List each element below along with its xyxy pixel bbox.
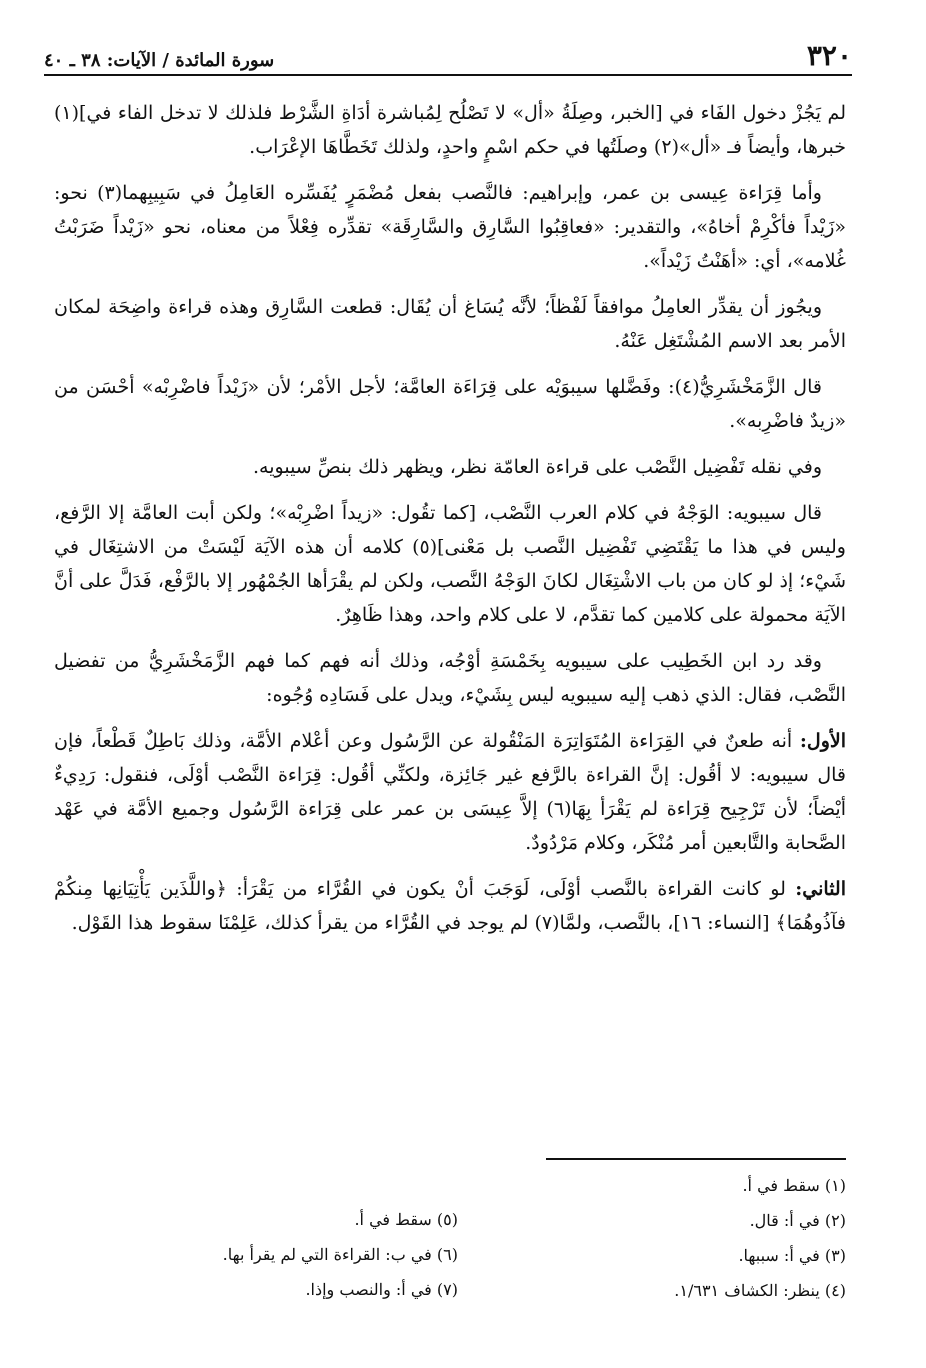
paragraph-text: قال الزَّمَخْشَرِيُّ(٤): وفَضَّلها سيبوَيْه على قِرَاءَة العامَّة؛ لأجل الأمْر؛ لأن «زَيْداً فاضْرِبْه» أحْسَن من «زيدٌ فاضْرِبه». [54,376,846,432]
page-number: ٣٢٠ [806,39,852,72]
paragraph [54,450,846,484]
paragraph [54,496,846,632]
footnotes-column-left [70,1202,458,1307]
footnote: (٤) ينظر: الكشاف ١/٦٣١. [674,1281,846,1300]
footnote: (٧) في أ: والنصب وإذا. [305,1280,458,1299]
paragraph [54,872,846,940]
paragraph [54,724,846,860]
paragraph-text: لو كانت القراءة بالنَّصب أوْلَى، لَوَجَبَ أنْ يكون في القُرَّاء من يَقْرَأ: ﴿واللَّذَين يَأْتِيَانِها مِنكُمْ فآذُوهُمَا﴾ [النساء: ١٦]، بالنَّصب، ولمَّا(٧) لم يوجد في القُرَّاء من يقرأ كذلك، عَلِمْنَا سقوط هذا القَوْل. [54,878,846,934]
paragraph-text: وقد رد ابن الخَطِيب على سيبويه بِخَمْسَةِ أوْجُه، وذلك أنه فهم كما فهم الزَّمَخْشَرِيُّ من تفضيل النَّصْب، فقال: الذي ذهب إليه سيبويه ليس بِشَيْء، ويدل على فَسَادِه وُجُوه: [54,650,846,706]
paragraph [54,96,846,164]
paragraph-text: أنه طعنٌ في القِرَاءة المُتَوَاتِرَة المَنْقُولة عن الرَّسُول وعن أعْلام الأمَّة، وذلك بَاطِلٌ قَطْعاً، فإن قال سيبويه: لا أقُول: إنَّ القراءة بالرَّفع غير جَائِزة، ولكنِّي أقُول: قِرَاءة النَّصْب أوْلَى، فنقول: رَدِيءٌ أيْضاً؛ لأن تَرْجِيح قِرَاءة لم يَقْرَأ بِهَا(٦) إلاَّ عِيسَى بن عمر على قِرَاءة الرَّسُول وجميع الأمَّة في عَهْد الصَّحابة والتَّابعين أمر مُنْكَر، وكلام مَرْدُودٌ. [54,730,846,854]
footnote: (٦) في ب: القراءة التي لم يقرأ بها. [222,1245,458,1264]
paragraph [54,290,846,358]
paragraph-lead: الثاني: [795,878,846,900]
paragraph [54,176,846,278]
footnote: (٢) في أ: قال. [749,1211,846,1230]
footnote: (١) سقط في أ. [742,1176,846,1195]
paragraph-text: قال سيبويه: الوَجْهُ في كلام العرب النَّصْب، [كما تقُول: «زيداً اضْرِبْه»؛ ولكن أبت العامَّة إلا الرَّفع، وليس في هذا ما يَقْتَضِي تَفْضِيل النَّصب بل مَعْنى](٥) كلامه أن هذه الآيَة لَيْسَتْ من الاشتِغَال في شَيْء؛ إذ لو كان من باب الاشْتِغَال لكانَ الوَجْهُ النَّصب، ولكن لم يقْرَأها الجُمْهُور إلا بالرَّفْع، فَدَلَّ على أنَّ الآيَة محمولة على كلامين كما تقدَّم، لا على كلام واحد، وهذا ظَاهِرٌ. [54,502,846,626]
paragraph-text: وأما قِرَاءة عِيسى بن عمر، وإبراهيم: فالنَّصب بفعل مُضْمَرٍ يُفَسِّره العَامِلُ في سَبِيبِهما(٣) نحو: «زَيْداً فأكْرِمْ أخاهُ»، والتقدير: «فعاقِبُوا السَّارِق والسَّارِقَة» تقدِّره فِعْلاً من معناه، نحو «زَيْداً ضَرَبْتُ غُلامه»، أي: «أهَنْتُ زَيْداً». [54,182,846,272]
paragraph [54,370,846,438]
paragraph-text: وفي نقله تَفْضِيل النَّصْب على قراءة العامّة نظر، ويظهر ذلك بنصِّ سيبويه. [253,456,822,478]
paragraph-lead: الأول: [799,730,846,752]
footnotes [70,1168,846,1318]
page-header [44,30,852,76]
main-text [54,96,846,952]
footnote-divider [546,1158,846,1160]
footnote: (٣) في أ: سببها. [738,1246,846,1265]
running-title: سورة المائدة / الآيات: ٣٨ ـ ٤٠ [44,50,275,71]
paragraph-text: لم يَجُزْ دخول الفَاء في [الخبر، وصِلَةُ «أل» لا تَصْلُح لِمُباشرة أدَاةِ الشَّرْط فلذلك لا تدخل الفاء في](١) خبرها، وأيضاً فـ «أل»(٢) وصلَتُها في حكم اسْمٍ واحدٍ، ولذلك تَخَطَّاهَا الإعْرَاب. [54,102,846,158]
footnotes-column-right [458,1168,846,1308]
paragraph-text: ويجُوز أن يقدِّر العامِلُ موافقاً لَفْظاً؛ لأنَّه يُسَاغ أن يُقَال: قطعت السَّارِق وهذه قراءة واضِحَة لمكان الأمر بعد الاسم المُشْتَغِل عَنْهُ. [54,296,846,352]
paragraph [54,644,846,712]
footnote: (٥) سقط في أ. [354,1210,458,1229]
